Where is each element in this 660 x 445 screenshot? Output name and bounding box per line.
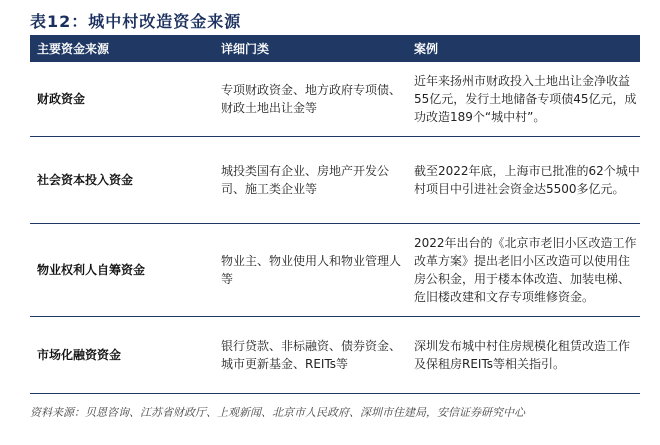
funding-sources-table <box>30 35 640 394</box>
row-case: 深圳发布城中村住房规模化租赁改造工作及保租房REITs等相关指引。 <box>414 339 631 371</box>
row-category: 物业主、物业使用人和物业管理人等 <box>221 254 402 286</box>
table-header <box>30 35 640 62</box>
row-case: 截至2022年底，上海市已批准的62个城中村项目中引进社会资金达5500多亿元。 <box>414 164 640 196</box>
row-case: 2022年出台的《北京市老旧小区改造工作改革方案》提出老旧小区改造可以使用住房公积金，用于楼本体改造、加装电梯、危旧楼改建和文存专项维修资金。 <box>414 236 637 304</box>
table-row <box>30 137 640 224</box>
header-source: 主要资金来源 <box>37 42 110 56</box>
row-source: 市场化融资资金 <box>37 348 122 362</box>
header-case: 案例 <box>414 42 439 56</box>
table-row <box>30 224 640 317</box>
row-source: 财政资金 <box>37 92 86 106</box>
table-row <box>30 62 640 137</box>
row-category: 银行贷款、非标融资、债券资金、城市更新基金、REITs等 <box>221 339 402 371</box>
row-source: 物业权利人自筹资金 <box>37 263 146 277</box>
row-category: 城投类国有企业、房地产开发公司、施工类企业等 <box>221 164 390 196</box>
table-title: 表12：城中村改造资金来源 <box>30 12 242 31</box>
source-note: 资料来源：贝恩咨询、江苏省财政厅、上观新闻、北京市人民政府、深圳市住建局，安信证券研究中心 <box>30 406 525 419</box>
table-row <box>30 317 640 394</box>
row-category: 专项财政资金、地方政府专项债、财政土地出让金等 <box>221 83 402 115</box>
row-source: 社会资本投入资金 <box>37 173 134 187</box>
row-case: 近年来扬州市财政投入土地出让金净收益55亿元，发行土地储备专项债45亿元，成功改造189个“城中村”。 <box>414 74 637 124</box>
header-category: 详细门类 <box>221 42 270 56</box>
